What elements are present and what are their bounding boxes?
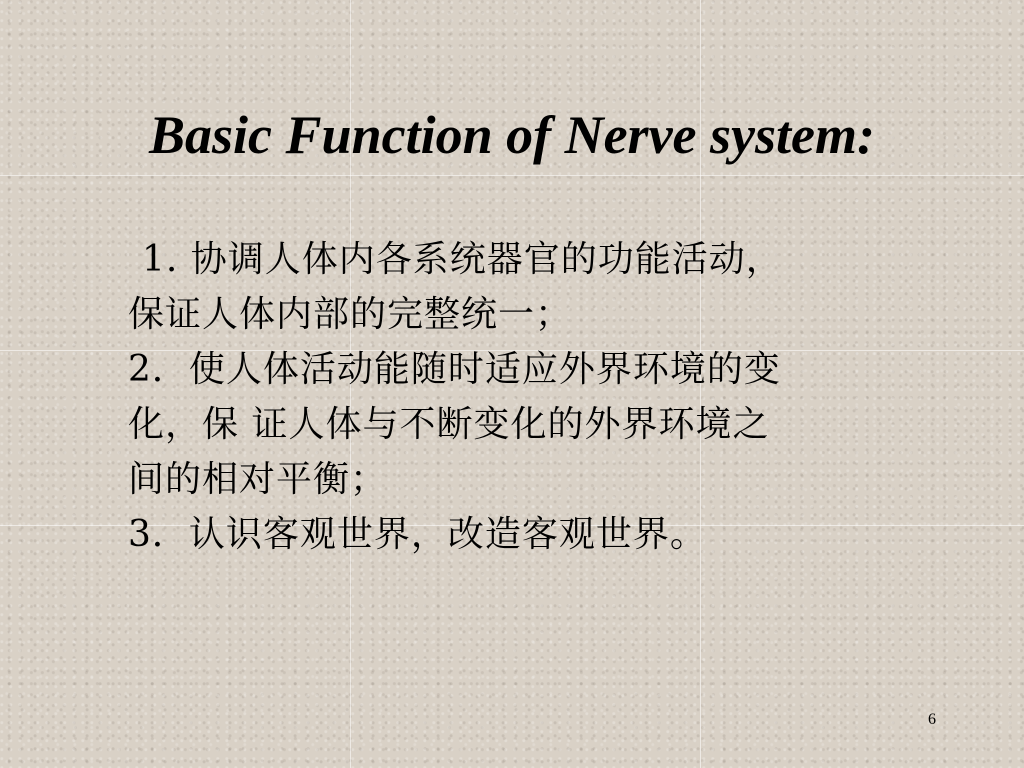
body-line-1: 1. 协调人体内各系统器官的功能活动， <box>142 239 783 280</box>
slide-body <box>128 232 928 562</box>
body-line-6: 3．认识客观世界，改造客观世界。 <box>128 514 707 555</box>
page-number: 6 <box>928 711 936 728</box>
grid-line-horizontal <box>0 175 1024 176</box>
slide-title: Basic Function of Nerve system: <box>149 105 875 165</box>
body-line-2: 保证人体内部的完整统一； <box>128 294 573 335</box>
body-line-3: 2．使人体活动能随时适应外界环境的变 <box>128 349 781 390</box>
body-line-5: 间的相对平衡； <box>128 459 388 500</box>
body-line-4: 化，保 证人体与不断变化的外界环境之 <box>128 404 770 445</box>
